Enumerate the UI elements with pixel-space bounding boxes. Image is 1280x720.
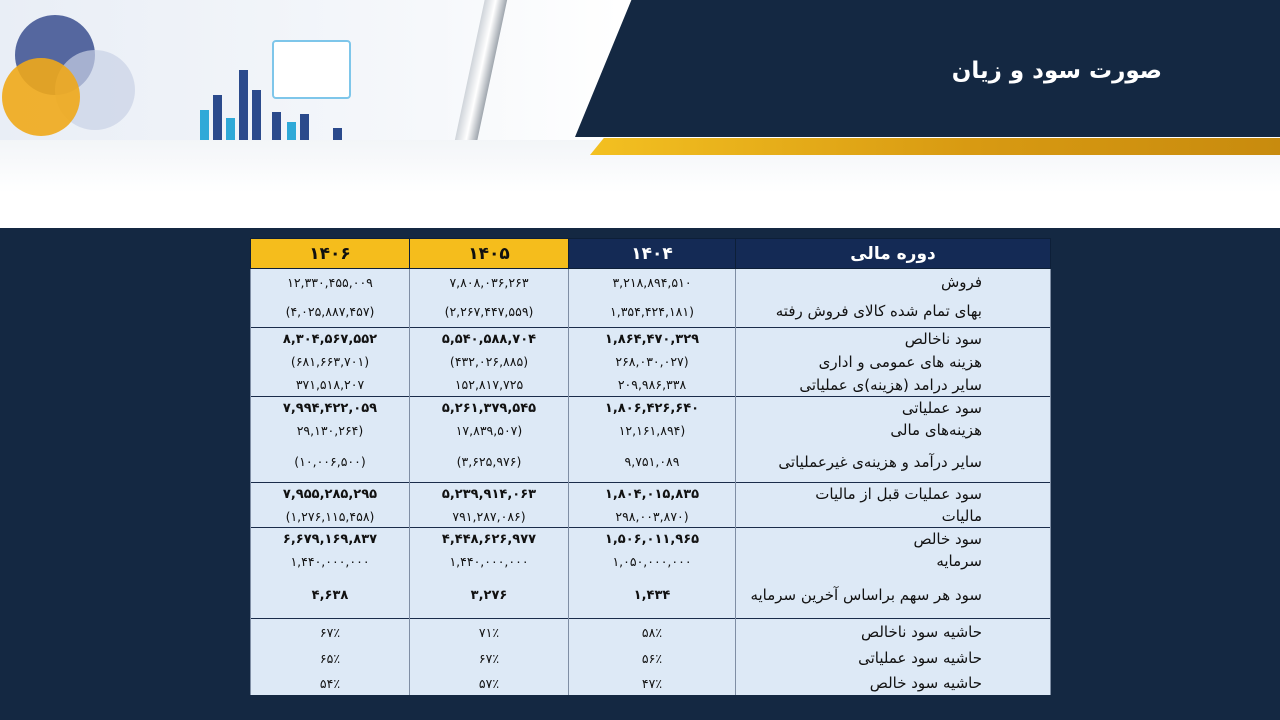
row-label-cell [736, 619, 1051, 696]
row-value: ۷,۹۵۵,۲۸۵,۲۹۵ [282, 486, 378, 502]
row-value: ۱,۸۰۶,۴۲۶,۶۴۰ [604, 400, 700, 416]
row-value: ۴۷٪ [641, 675, 663, 691]
row-label: سود هر سهم براساس آخرین سرمایه [750, 586, 982, 604]
row-value: ۵,۲۳۹,۹۱۴,۰۶۳ [441, 486, 537, 502]
table-row-group [251, 397, 1051, 483]
row-value: ۹,۷۵۱,۰۸۹ [624, 454, 680, 469]
row-value: ۱۵۲,۸۱۷,۷۲۵ [454, 377, 524, 392]
value-cell-۱۴۰۴ [569, 328, 736, 397]
row-value: (۱۷,۸۳۹,۵۰۷ [455, 422, 523, 438]
header-year-1405: ۱۴۰۵ [410, 239, 569, 269]
row-label: سایر درآمد و هزینه‌ی غیرعملیاتی [778, 452, 982, 471]
row-label-cell [736, 269, 1051, 328]
hero-image [0, 0, 620, 140]
value-cell-۱۴۰۴ [569, 483, 736, 528]
row-value: ۴,۴۴۸,۶۲۶,۹۷۷ [441, 531, 537, 547]
decor-bar [252, 90, 261, 140]
value-cell-۱۴۰۶ [251, 328, 410, 397]
row-value: (۴۳۲,۰۲۶,۸۸۵) [449, 354, 529, 369]
row-value: ۱,۴۴۰,۰۰۰,۰۰۰ [449, 553, 529, 569]
row-label: حاشیه سود ناخالص [860, 623, 982, 641]
title-band [575, 0, 1280, 137]
page-title: صورت سود و زیان [951, 58, 1162, 84]
header-year-1406: ۱۴۰۶ [251, 239, 410, 269]
row-value: (۴,۰۲۵,۸۸۷,۴۵۷) [285, 303, 375, 319]
value-cell-۱۴۰۶ [251, 397, 410, 483]
row-value: ۱۲,۳۳۰,۴۵۵,۰۰۹ [287, 274, 373, 290]
row-value: (۲۶۸,۰۳۰,۰۲۷ [615, 354, 689, 369]
row-value: ۷,۹۹۴,۴۲۲,۰۵۹ [282, 400, 378, 416]
row-value: ۸,۳۰۴,۵۶۷,۵۵۲ [282, 331, 378, 347]
row-value: (۱۰,۰۰۶,۵۰۰) [294, 454, 366, 469]
row-value: (۲,۲۶۷,۴۴۷,۵۵۹) [444, 303, 534, 319]
row-value: ۳۷۱,۵۱۸,۲۰۷ [295, 377, 365, 392]
value-cell-۱۴۰۵ [410, 397, 569, 483]
decor-bar [226, 118, 235, 140]
row-value: ۵۴٪ [319, 675, 341, 691]
decor-bar [272, 112, 281, 140]
row-label: هزینه های عمومی و اداری [818, 352, 982, 371]
row-label: سود خالص [913, 530, 982, 548]
row-value: ۳,۲۷۶ [470, 587, 508, 603]
row-value: ۱,۸۶۴,۴۷۰,۳۲۹ [604, 331, 700, 347]
row-value: ۱,۵۰۶,۰۱۱,۹۶۵ [604, 531, 700, 547]
row-label-cell [736, 328, 1051, 397]
row-label: هزینه‌های مالی [890, 421, 982, 439]
table-row-group [251, 619, 1051, 696]
row-value: ۶۷٪ [319, 624, 341, 640]
row-value: (۱,۳۵۴,۴۲۴,۱۸۱ [610, 303, 694, 319]
row-value: ۷,۸۰۸,۰۳۶,۲۶۳ [449, 274, 529, 290]
value-cell-۱۴۰۴ [569, 528, 736, 619]
row-value: ۵,۲۶۱,۳۷۹,۵۴۵ [441, 400, 537, 416]
table-row-group [251, 328, 1051, 397]
decor-bar [213, 95, 222, 140]
decor-bar [239, 70, 248, 140]
row-label: سرمایه [936, 552, 982, 570]
value-cell-۱۴۰۶ [251, 483, 410, 528]
row-value: ۳,۲۱۸,۸۹۴,۵۱۰ [612, 274, 692, 290]
value-cell-۱۴۰۶ [251, 269, 410, 328]
value-cell-۱۴۰۵ [410, 528, 569, 619]
row-label: فروش [940, 273, 982, 291]
table-header-row [251, 239, 1051, 269]
row-value: (۲۹,۱۳۰,۲۶۴ [296, 422, 364, 438]
decor-bar [300, 114, 309, 140]
header-year-1404: ۱۴۰۴ [569, 239, 736, 269]
row-value: ۵۷٪ [478, 675, 500, 691]
table-row-group [251, 269, 1051, 328]
row-value: (۶۸۱,۶۶۳,۷۰۱) [290, 354, 370, 369]
row-value: ۶۵٪ [319, 650, 341, 666]
value-cell-۱۴۰۴ [569, 269, 736, 328]
row-value: ۲۰۹,۹۸۶,۳۳۸ [617, 377, 687, 392]
row-value: (۱۲,۱۶۱,۸۹۴ [618, 422, 686, 438]
row-label: سود ناخالص [904, 330, 982, 348]
row-value: ۱,۸۰۴,۰۱۵,۸۳۵ [604, 486, 700, 502]
row-label: سود عملیات قبل از مالیات [815, 485, 982, 503]
decor-note [272, 40, 351, 99]
row-label: بهای تمام شده کالای فروش رفته [775, 302, 982, 320]
row-value: (۱,۲۷۶,۱۱۵,۴۵۸) [285, 508, 375, 524]
row-value: ۶,۶۷۹,۱۶۹,۸۳۷ [282, 531, 378, 547]
value-cell-۱۴۰۵ [410, 619, 569, 696]
row-label: سود عملیاتی [901, 399, 982, 417]
income-statement-table [250, 238, 1051, 695]
value-cell-۱۴۰۵ [410, 483, 569, 528]
row-label-cell [736, 397, 1051, 483]
header-fiscal-period: دوره مالی [736, 239, 1051, 269]
row-label: حاشیه سود خالص [869, 674, 982, 692]
table-body [251, 269, 1051, 696]
value-cell-۱۴۰۵ [410, 269, 569, 328]
value-cell-۱۴۰۴ [569, 619, 736, 696]
row-label: حاشیه سود عملیاتی [858, 649, 982, 667]
decor-bar [333, 128, 342, 140]
value-cell-۱۴۰۴ [569, 397, 736, 483]
row-label-cell [736, 483, 1051, 528]
row-value: ۱,۰۵۰,۰۰۰,۰۰۰ [612, 553, 692, 569]
value-cell-۱۴۰۶ [251, 619, 410, 696]
row-value: ۵۸٪ [641, 624, 663, 640]
row-value: ۵۶٪ [641, 650, 663, 666]
row-label: سایر درامد (هزینه)ی عملیاتی [799, 375, 982, 394]
row-value: ۱,۴۳۴ [633, 587, 671, 603]
decor-circle-gold [2, 58, 80, 136]
row-label: مالیات [941, 507, 982, 525]
row-value: (۲۹۸,۰۰۳,۸۷۰ [615, 508, 689, 524]
table-row-group [251, 483, 1051, 528]
table-row-group [251, 528, 1051, 619]
header-banner [0, 0, 1280, 228]
row-value: ۴,۶۳۸ [311, 587, 349, 603]
gold-stripe [590, 138, 1280, 155]
value-cell-۱۴۰۶ [251, 528, 410, 619]
row-value: ۷۱٪ [478, 624, 500, 640]
decor-pen [452, 0, 511, 160]
row-value: ۱,۴۴۰,۰۰۰,۰۰۰ [290, 553, 370, 569]
row-value: (۷۹۱,۲۸۷,۰۸۶ [452, 508, 526, 524]
row-value: (۳,۶۲۵,۹۷۶) [456, 454, 522, 469]
decor-bar [200, 110, 209, 140]
value-cell-۱۴۰۵ [410, 328, 569, 397]
row-value: ۶۷٪ [478, 650, 500, 666]
decor-bar [287, 122, 296, 140]
row-label-cell [736, 528, 1051, 619]
row-value: ۵,۵۴۰,۵۸۸,۷۰۴ [441, 331, 537, 347]
